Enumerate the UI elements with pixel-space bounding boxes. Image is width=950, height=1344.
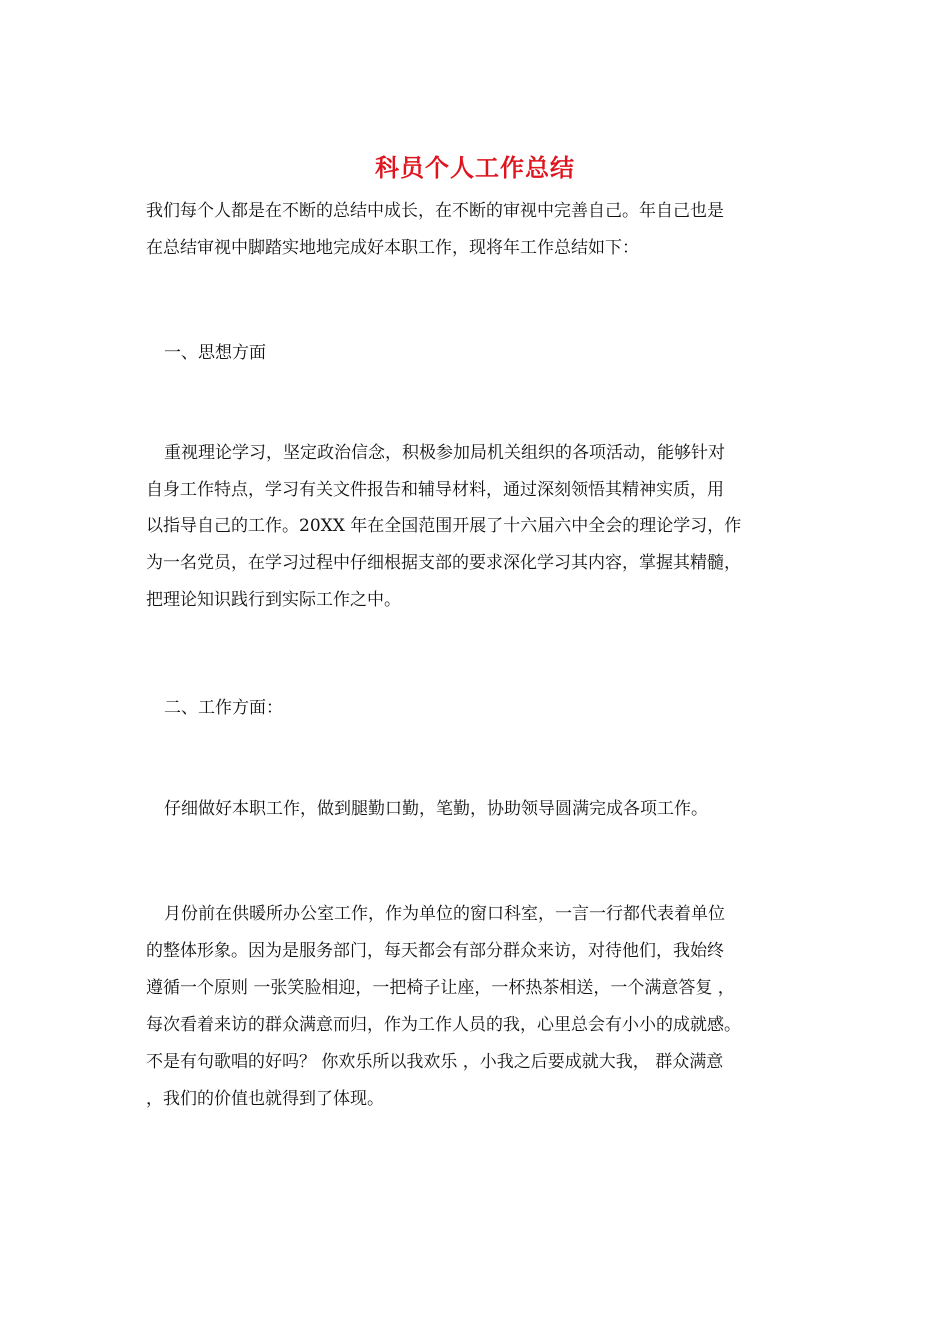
intro-line: 我们每个人都是在不断的总结中成长，在不断的审视中完善自己。年自己也是 [146,201,724,221]
paragraph-line: 重视理论学习，坚定政治信念，积极参加局机关组织的各项活动，能够针对 [164,443,725,463]
paragraph-line: 以指导自己的工作。20XX 年在全国范围开展了十六届六中全会的理论学习，作 [146,516,742,536]
paragraph-line: 把理论知识践行到实际工作之中。 [146,590,401,610]
document-title: 科员个人工作总结 [375,153,575,182]
paragraph-line: 的整体形象。因为是服务部门，每天都会有部分群众来访，对待他们，我始终 [146,941,724,961]
paragraph-line: 为一名党员，在学习过程中仔细根据支部的要求深化学习其内容，掌握其精髓， [146,553,741,573]
paragraph-line: 遵循一个原则 一张笑脸相迎，一把椅子让座，一杯热茶相送，一个满意答复 ， [146,978,735,998]
paragraph-line: 月份前在供暖所办公室工作，作为单位的窗口科室，一言一行都代表着单位 [164,904,725,924]
paragraph-line: 每次看着来访的群众满意而归，作为工作人员的我，心里总会有小小的成就感。 [146,1015,741,1035]
section-heading-work: 二、工作方面： [164,698,283,718]
paragraph-line: 自身工作特点，学习有关文件报告和辅导材料，通过深刻领悟其精神实质，用 [146,480,724,500]
paragraph-line: ，我们的价值也就得到了体现。 [146,1089,384,1109]
paragraph-line: 不是有句歌唱的好吗？ 你欢乐所以我欢乐 ，小我之后要成就大我， 群众满意 [146,1052,724,1072]
section-heading-thought: 一、思想方面 [164,343,266,363]
paragraph-line: 仔细做好本职工作，做到腿勤口勤，笔勤，协助领导圆满完成各项工作。 [164,799,708,819]
intro-line: 在总结审视中脚踏实地地完成好本职工作，现将年工作总结如下： [146,238,639,258]
